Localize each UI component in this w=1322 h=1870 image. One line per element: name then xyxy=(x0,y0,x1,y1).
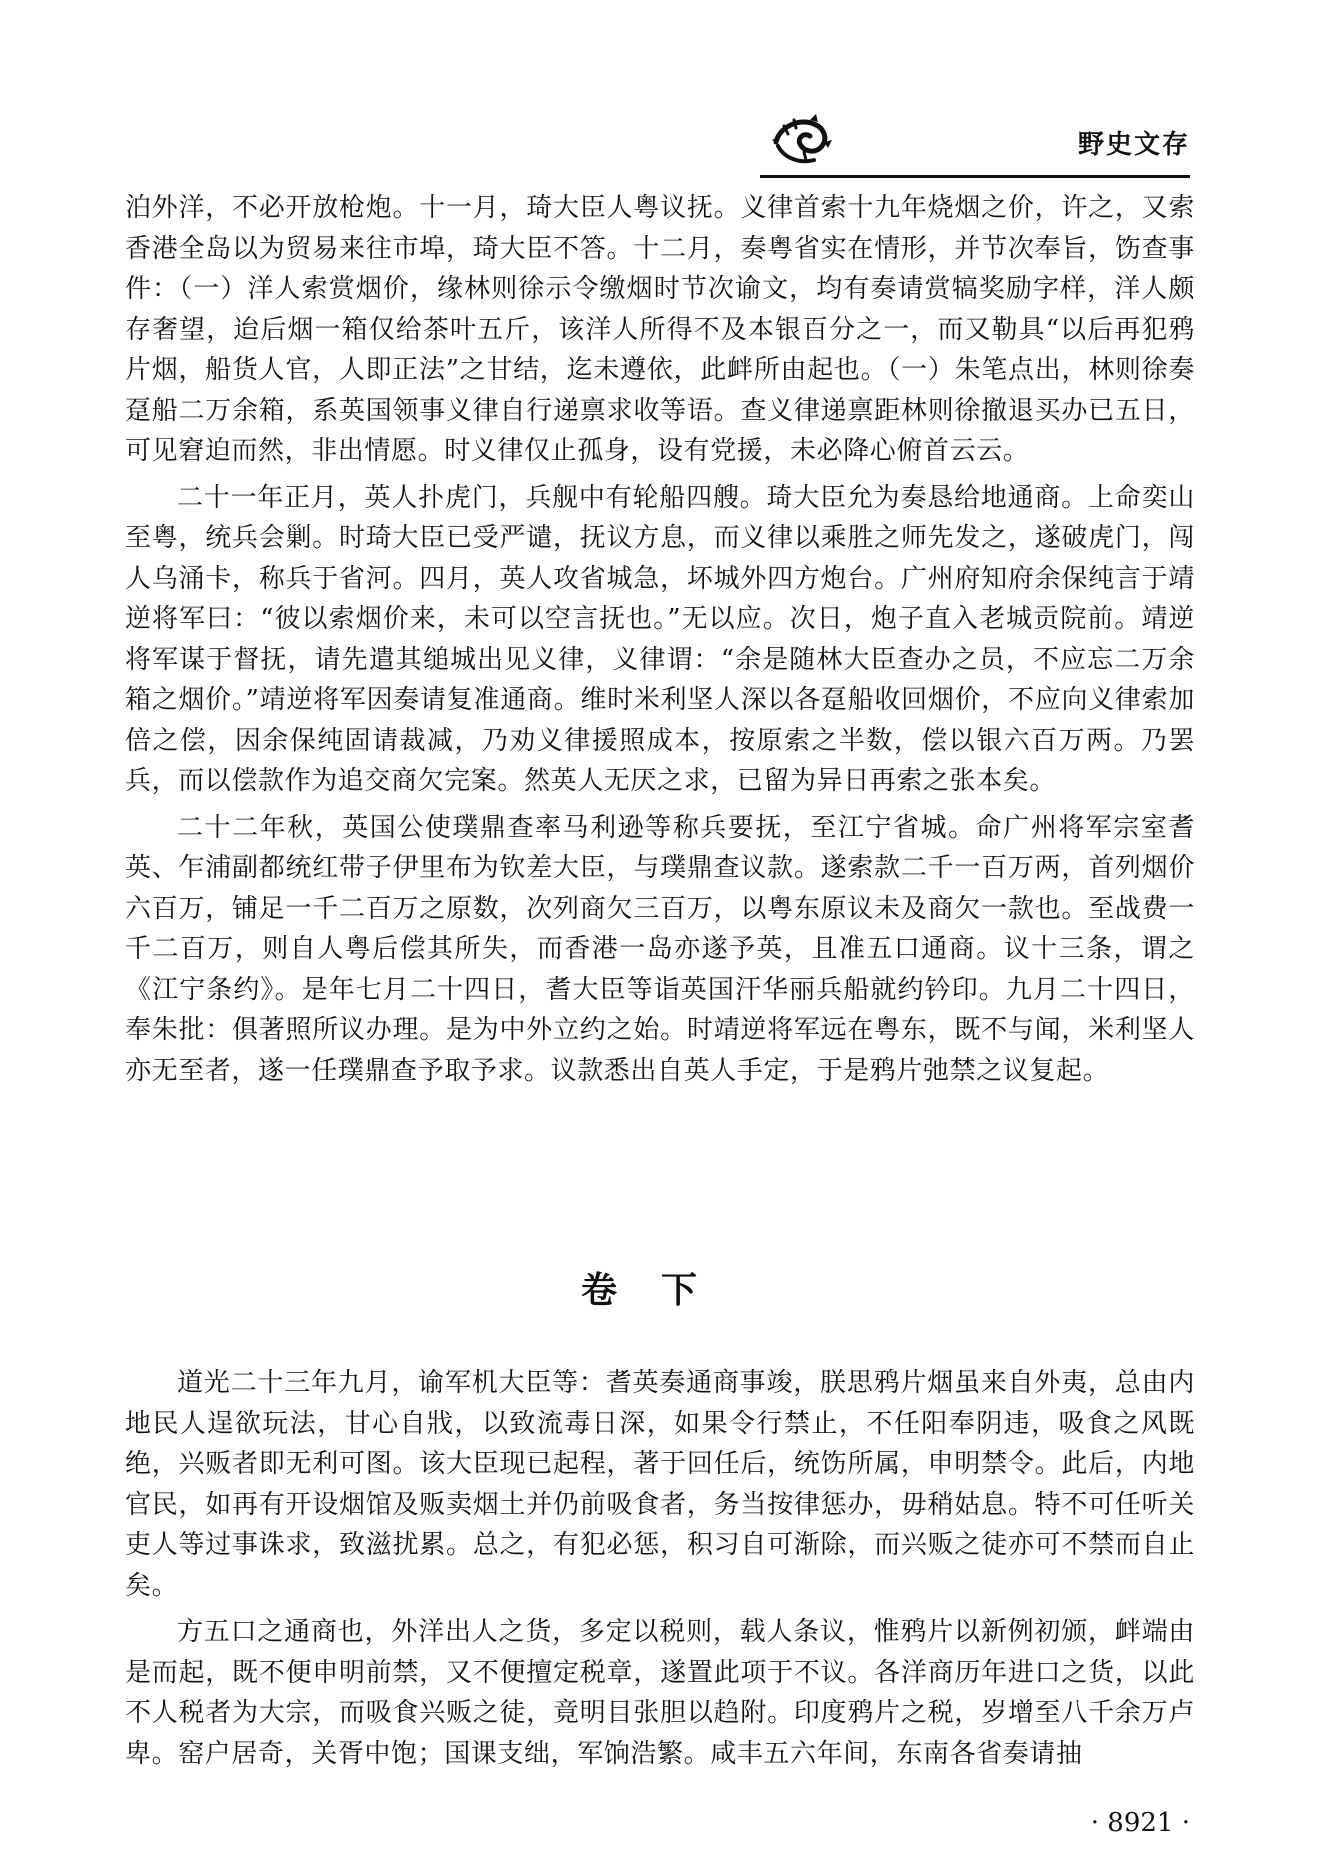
text-body-top xyxy=(125,188,1195,1091)
series-title: 野史文存 xyxy=(1077,129,1190,160)
page-number: · 8921 · xyxy=(1090,1808,1190,1838)
paragraph: 道光二十三年九月，谕军机大臣等：耆英奏通商事竣，朕思鸦片烟虽来自外夷，总由内地民人逞欲玩法，甘心自戕，以致流毒日深，如果令行禁止，不任阳奉阴违，吸食之风既绝，兴贩者即无利可图。该大臣现已起程，著于回任后，统饬所属，申明禁令。此后，内地官民，如再有开设烟馆及贩卖烟土并仍前吸食者，务当按律惩办，毋稍姑息。特不可任听关吏人等过事诛求，致滋扰累。总之，有犯必惩，积习自可渐除，而兴贩之徒亦可不禁而自止矣。 xyxy=(125,1368,1195,1601)
paragraph: 方五口之通商也，外洋出人之货，多定以税则，载人条议，惟鸦片以新例初颁，衅端由是而起，既不便申明前禁，又不便擅定税章，遂置此项于不议。各洋商历年进口之货，以此不人税者为大宗，而吸食兴贩之徒，竟明目张胆以趋附。印度鸦片之税，岁增至八千余万卢卑。窑户居奇，关胥中饱；国课支绌，军饷浩繁。咸丰五六年间，东南各省奏请抽 xyxy=(125,1617,1195,1769)
paragraph: 二十二年秋，英国公使璞鼎查率马利逊等称兵要抚，至江宁省城。命广州将军宗室耆英、乍浦副都统红带子伊里布为钦差大臣，与璞鼎查议款。遂索款二千一百万两，首列烟价六百万，铺足一千二百万之原数，次列商欠三百万，以粤东原议未及商欠一款也。至战费一千二百万，则自人粤后偿其所失，而香港一岛亦遂予英，且准五口通商。议十三条，谓之《江宁条约》。是年七月二十四日，耆大臣等诣英国汗华丽兵船就约钤印。九月二十四日，奉朱批：俱著照所议办理。是为中外立约之始。时靖逆将军远在粤东，既不与闻，米利坚人亦无至者，遂一任璞鼎查予取予求。议款悉出自英人手定，于是鸦片弛禁之议复起。 xyxy=(125,812,1195,1086)
paragraph: 二十一年正月，英人扑虎门，兵舰中有轮船四艘。琦大臣允为奏恳给地通商。上命奕山至粤，统兵会剿。时琦大臣已受严谴，抚议方息，而义律以乘胜之师先发之，遂破虎门，闯人乌涌卡，称兵于省河。四月，英人攻省城急，坏城外四方炮台。广州府知府余保纯言于靖逆将军曰：“彼以索烟价来，未可以空言抚也。”无以应。次日，炮子直入老城贡院前。靖逆将军谋于督抚，请先遣其缒城出见义律，义律谓：“余是随林大臣查办之员，不应忘二万余箱之烟价。”靖逆将军因奏请复准通商。维时米利坚人深以各趸船收回烟价，不应向义律索加倍之偿，因余保纯固请裁减，乃劝义律援照成本，按原索之半数，偿以银六百万两。乃罢兵，而以偿款作为追交商欠完案。然英人无厌之求，已留为异日再索之张本矣。 xyxy=(125,482,1195,796)
running-header xyxy=(760,112,1190,172)
text-body-bottom xyxy=(125,1363,1195,1774)
header-rule xyxy=(760,175,1190,178)
paragraph: 泊外洋，不必开放枪炮。十一月，琦大臣人粤议抚。义律首索十九年烧烟之价，许之，又索香港全岛以为贸易来往市埠，琦大臣不答。十二月，奏粤省实在情形，并节次奉旨，饬查事件：（一）洋人索赏烟价，缘林则徐示令缴烟时节次谕文，均有奏请赏犒奖励字样，洋人颇存奢望，迨后烟一箱仅给茶叶五斤，该洋人所得不及本银百分之一，而又勒具“以后再犯鸦片烟，船货人官，人即正法”之甘结，迄未遵依，此衅所由起也。（一）朱笔点出，林则徐奏趸船二万余箱，系英国领事义律自行递禀求收等语。查义律递禀距林则徐撤退买办已五日，可见窘迫而然，非出情愿。时义律仅止孤身，设有党援，未必降心俯首云云。 xyxy=(125,193,1195,466)
dragon-emblem-icon xyxy=(770,112,834,168)
chapter-heading: 卷下 xyxy=(580,1270,741,1311)
